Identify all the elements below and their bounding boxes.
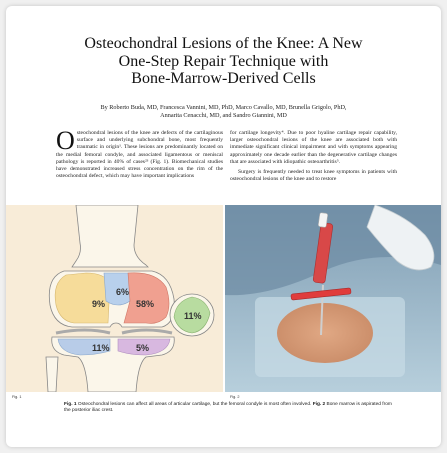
skin-site <box>277 303 373 363</box>
label-58-percent: 58% <box>136 299 155 309</box>
syringe-plunger <box>318 213 328 228</box>
label-9-percent: 9% <box>92 299 106 309</box>
figure-caption <box>64 402 396 414</box>
article-page <box>6 6 441 447</box>
title-line-2: One-Step Repair Technique with <box>118 52 329 70</box>
label-6-percent: 6% <box>116 287 130 297</box>
figure-2-surgical-photo <box>225 205 441 392</box>
lateral-condyle-region <box>55 273 110 323</box>
caption-fig1-text: Osteochondral lesions can affect all areas of articular cartilage, but the femoral condyle is most often involved. <box>76 402 313 407</box>
caption-fig1-tag: Fig. 1 <box>64 402 77 407</box>
label-tibia-5-percent: 5% <box>136 343 150 353</box>
bone-marrow-aspiration-photo <box>225 205 441 392</box>
medial-meniscus <box>122 330 172 333</box>
label-tibia-11-percent: 11% <box>92 343 110 353</box>
title-line-3: Bone-Marrow-Derived Cells <box>131 70 316 87</box>
label-patella-11-percent: 11% <box>184 311 202 321</box>
figure-2-label: Fig. 2 <box>230 395 240 399</box>
caption-fig2-text: Bone marrow is aspirated from the posterior iliac crest. <box>64 402 392 413</box>
body-column-left <box>56 126 223 180</box>
caption-fig2-tag: Fig. 2 <box>312 402 326 407</box>
author-list <box>46 104 401 120</box>
drop-cap: O <box>56 126 75 155</box>
intro-paragraph: steochondral lesions of the knee are defects of the cartilaginous surface and underlying subchondral bone, most frequently traumatic in origin¹. These lesions are predominantly located on the medial femoral condyle, and associated ligamentous or meniscal pathology is reported in 40% of cases²³ (Fig. 1). Biomechanical studies have demonstrated increased stress concentration on the rim of the osteochondral defect, which may have important implications <box>56 130 223 180</box>
authors-line-2: Annarita Cenacchi, MD, and Sandro Giannini, MD <box>160 112 287 119</box>
paragraph-cartilage: for cartilage longevity⁴. Due to poor hyaline cartilage repair capability, larger osteochondral lesions of the knee are associated both with immediate significant clinical impairment and with symptoms appearing approximately one decade earlier than the degenerative cartilage changes that are associated with idiopathic osteoarthritis⁵. <box>230 130 397 165</box>
title-line-1: Osteochondral Lesions of the Knee: A New <box>84 35 363 52</box>
knee-illustration <box>6 205 223 392</box>
authors-line-1: By Roberto Buda, MD, Francesca Vannini, MD, PhD, Marco Cavallo, MD, Brunella Grigolo, PhD, <box>100 104 347 111</box>
article-title <box>6 35 441 88</box>
fibula <box>46 357 58 392</box>
paragraph-surgery: Surgery is frequently needed to treat knee symptoms in patients with osteochondral lesions of the knee and to restore <box>230 169 397 183</box>
figure-1-knee-diagram <box>6 205 223 392</box>
figure-1-label: Fig. 1 <box>12 395 22 399</box>
body-column-right <box>230 130 397 183</box>
lateral-meniscus <box>56 330 110 333</box>
femur-shaft <box>72 205 148 267</box>
